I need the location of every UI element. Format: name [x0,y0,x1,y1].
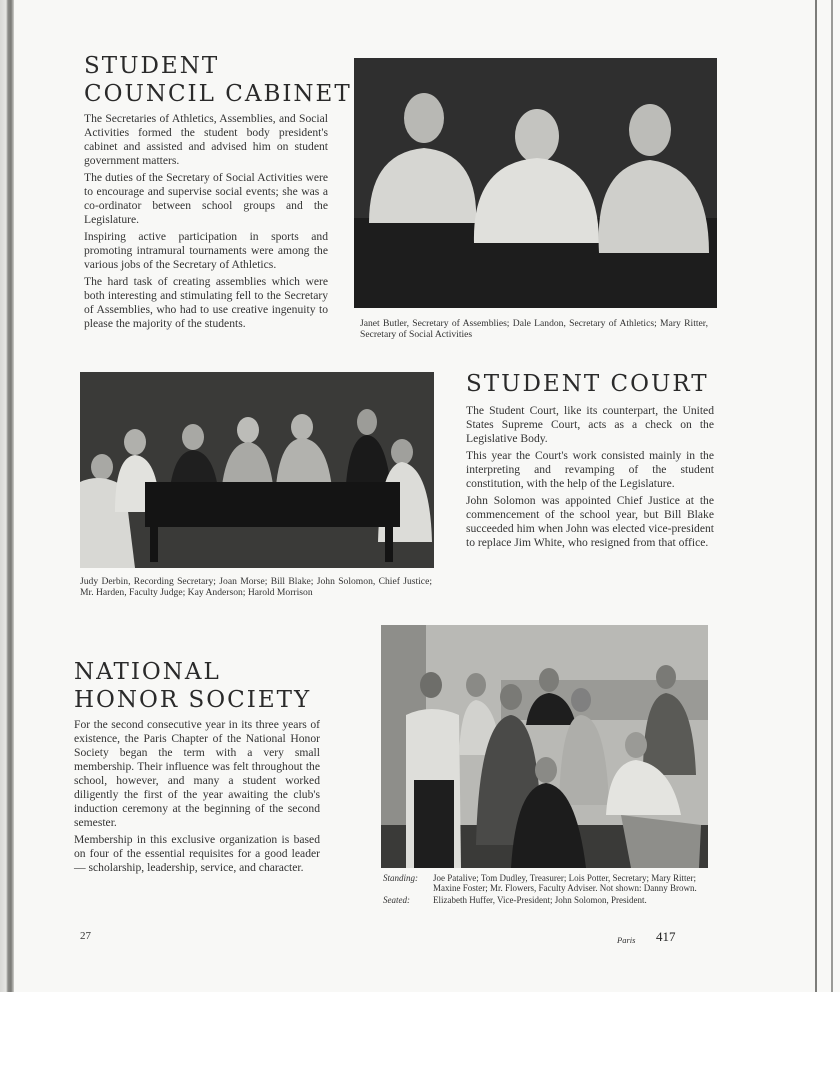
paragraph: Inspiring active participation in sports and promoting intramural tournaments were among the various jobs of the Secretary of Athletics. [84,230,328,271]
student-council-cabinet-caption: Janet Butler, Secretary of Assemblies; Dale Landon, Secretary of Athletics; Mary Ritter, Secretary of Social Activities [360,318,708,340]
binding-edge [0,0,14,992]
paragraph: The duties of the Secretary of Social Activities were to encourage and supervise social events; she was a co-ordinator between school groups and the Legislature. [84,171,328,226]
student-court-text [466,404,714,553]
caption-label: Standing: [383,873,418,883]
running-footer: Paris [617,935,636,945]
paragraph: John Solomon was appointed Chief Justice at the commencement of the school year, but Bill Blake succeeded him when John was elected vice-president to replace Jim White, who resigned from that office. [466,494,714,549]
caption-text: Joe Patalive; Tom Dudley, Treasurer; Lois Potter, Secretary; Mary Ritter; Maxine Foster; Mr. Flowers, Faculty Adviser. Not shown: Danny Brown. [433,873,697,893]
paragraph: The Student Court, like its counterpart, the United States Supreme Court, acts as a check on the Legislative Body. [466,404,714,445]
title-line: NATIONAL [74,659,221,685]
paragraph: Membership in this exclusive organization is based on four of the essential requisites for a good leader — scholarship, leadership, service, and character. [74,833,320,874]
national-honor-society-text [74,718,320,878]
page-edge-line [831,0,833,992]
title-line: STUDENT [84,53,220,79]
title-line: COUNCIL CABINET [84,81,352,107]
student-court-caption: Judy Derbin, Recording Secretary; Joan Morse; Bill Blake; John Solomon, Chief Justice; Mr. Harden, Faculty Judge; Kay Anderson; Harold Morrison [80,576,432,598]
page-number-right: 417 [656,929,676,944]
national-honor-society-photo [381,625,708,868]
student-court-photo [80,372,434,568]
caption-text: Elizabeth Huffer, Vice-President; John Solomon, President. [433,895,647,905]
section-title-national-honor-society [74,658,311,714]
title-line: STUDENT COURT [466,371,709,397]
paragraph: The hard task of creating assemblies which were both interesting and stimulating fell to the Secretary of Assemblies, who had to use creative ingenuity to please the majority of the students. [84,275,328,330]
paragraph: The Secretaries of Athletics, Assemblies, and Social Activities formed the student body president's cabinet and assisted and advised him on student government matters. [84,112,328,167]
national-honor-society-caption [383,873,713,905]
caption-label: Seated: [383,895,410,905]
page-edge-line [815,0,817,992]
section-title-student-council-cabinet [84,52,352,108]
title-line: HONOR SOCIETY [74,687,312,713]
student-council-cabinet-photo [354,58,717,308]
caption-row-standing [383,873,713,893]
caption-row-seated [383,895,713,905]
paragraph: For the second consecutive year in its three years of existence, the Paris Chapter of the National Honor Society began the term with a very small membership. Their influence was felt throughout the school, however, and many a student worked diligently the first of the year awaiting the club's induction ceremony at the beginning of the second semester. [74,718,320,829]
paragraph: This year the Court's work consisted mainly in the interpreting and revamping of the student constitution, with the help of the Legislature. [466,449,714,490]
photo-image-icon [354,58,717,308]
photo-image-icon [381,625,708,868]
student-council-cabinet-text [84,112,328,334]
section-title-student-court [466,370,709,398]
page-number-left: 27 [80,930,91,942]
photo-image-icon [80,372,434,568]
